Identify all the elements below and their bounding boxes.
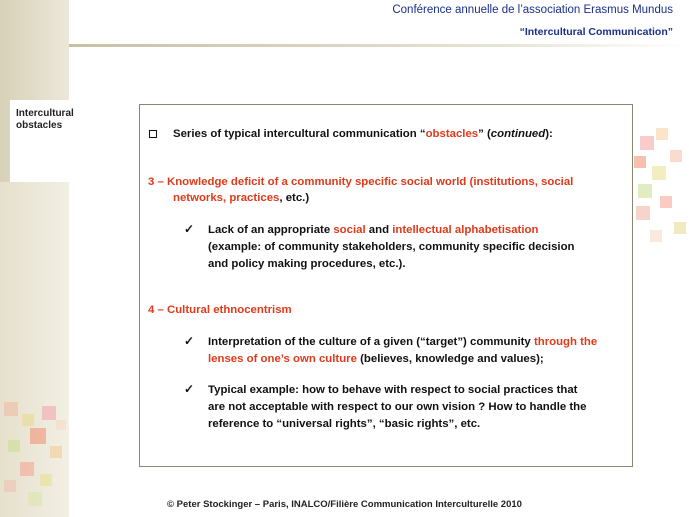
point3-bullet-red1: social	[333, 224, 366, 236]
section-label	[16, 108, 86, 132]
point3-bullet-part1: Lack of an appropriate	[208, 224, 334, 236]
decor-square	[40, 474, 52, 486]
decor-square	[8, 440, 20, 452]
left-decor-band-lower	[0, 182, 69, 517]
decor-square	[20, 462, 34, 476]
point3-bullet-part2: and	[365, 224, 393, 236]
decor-square	[4, 402, 18, 416]
point4-bullet1-red1: through the	[533, 336, 598, 348]
point3-title-red: networks, practices	[173, 192, 280, 204]
conference-title: Conférence annuelle de l’association Erasmus Mundus	[392, 4, 673, 16]
checkmark-icon: ✓	[184, 334, 195, 348]
decor-square	[56, 420, 66, 430]
square-bullet-icon	[149, 130, 157, 138]
decor-square	[660, 196, 672, 208]
decor-square	[674, 222, 686, 234]
checkmark-icon: ✓	[184, 222, 195, 236]
checkmark-icon: ✓	[184, 382, 195, 396]
footer-credit: © Peter Stockinger – Paris, INALCO/Filière Communication Interculturelle 2010	[167, 499, 522, 510]
section-label-line1: Intercultural	[16, 108, 74, 119]
decor-square	[42, 406, 56, 420]
point4-bullet1-line2	[208, 351, 544, 368]
intro-italic: continued	[490, 128, 546, 140]
point4-bullet1-red2: lenses of one’s own culture	[208, 353, 357, 365]
point3-bullet-line3: and policy making procedures, etc.).	[208, 258, 406, 270]
intro-highlight: obstacles	[425, 128, 479, 140]
point3-title-line2	[173, 190, 309, 207]
point3-bullet-line1	[208, 222, 538, 239]
intro-part3: ):	[545, 128, 553, 140]
intro-part2: ” (	[478, 128, 491, 140]
point3-bullet-line2: (example: of community stakeholders, community specific decision	[208, 241, 575, 253]
intro-part1: Series of typical intercultural communication “	[173, 128, 426, 140]
decor-square	[50, 446, 62, 458]
decor-square	[22, 414, 34, 426]
intro-line	[173, 126, 553, 143]
point3-title-black: , etc.)	[279, 192, 310, 204]
decor-square	[636, 206, 650, 220]
decor-square	[656, 128, 668, 140]
point4-bullet2-line2: are not acceptable with respect to our own vision ? How to handle the	[208, 401, 587, 413]
decor-square	[634, 156, 646, 168]
decor-square	[670, 150, 682, 162]
decor-square	[30, 428, 46, 444]
point4-bullet2-line1: Typical example: how to behave with respect to social practices that	[208, 384, 578, 396]
point4-bullet2-line3: reference to “universal rights”, “basic rights”, etc.	[208, 418, 481, 430]
header-rule	[69, 44, 689, 47]
point4-bullet1-part1: Interpretation of the culture of a given (“target”) community	[208, 336, 534, 348]
decor-square	[638, 184, 652, 198]
decor-square	[640, 136, 654, 150]
section-label-line2: obstacles	[16, 120, 63, 131]
decor-square	[4, 480, 16, 492]
point4-bullet1-line1	[208, 334, 597, 351]
conference-subtitle: “Intercultural Communication”	[519, 26, 673, 38]
decor-square	[650, 230, 662, 242]
point3-title-line1: 3 – Knowledge deficit of a community specific social world (institutions, social	[148, 176, 574, 188]
point4-bullet1-part2: (believes, knowledge and values);	[356, 353, 544, 365]
point4-title: 4 – Cultural ethnocentrism	[148, 304, 292, 316]
decor-square	[652, 166, 666, 180]
point3-bullet-red2: intellectual alphabetisation	[392, 224, 539, 236]
